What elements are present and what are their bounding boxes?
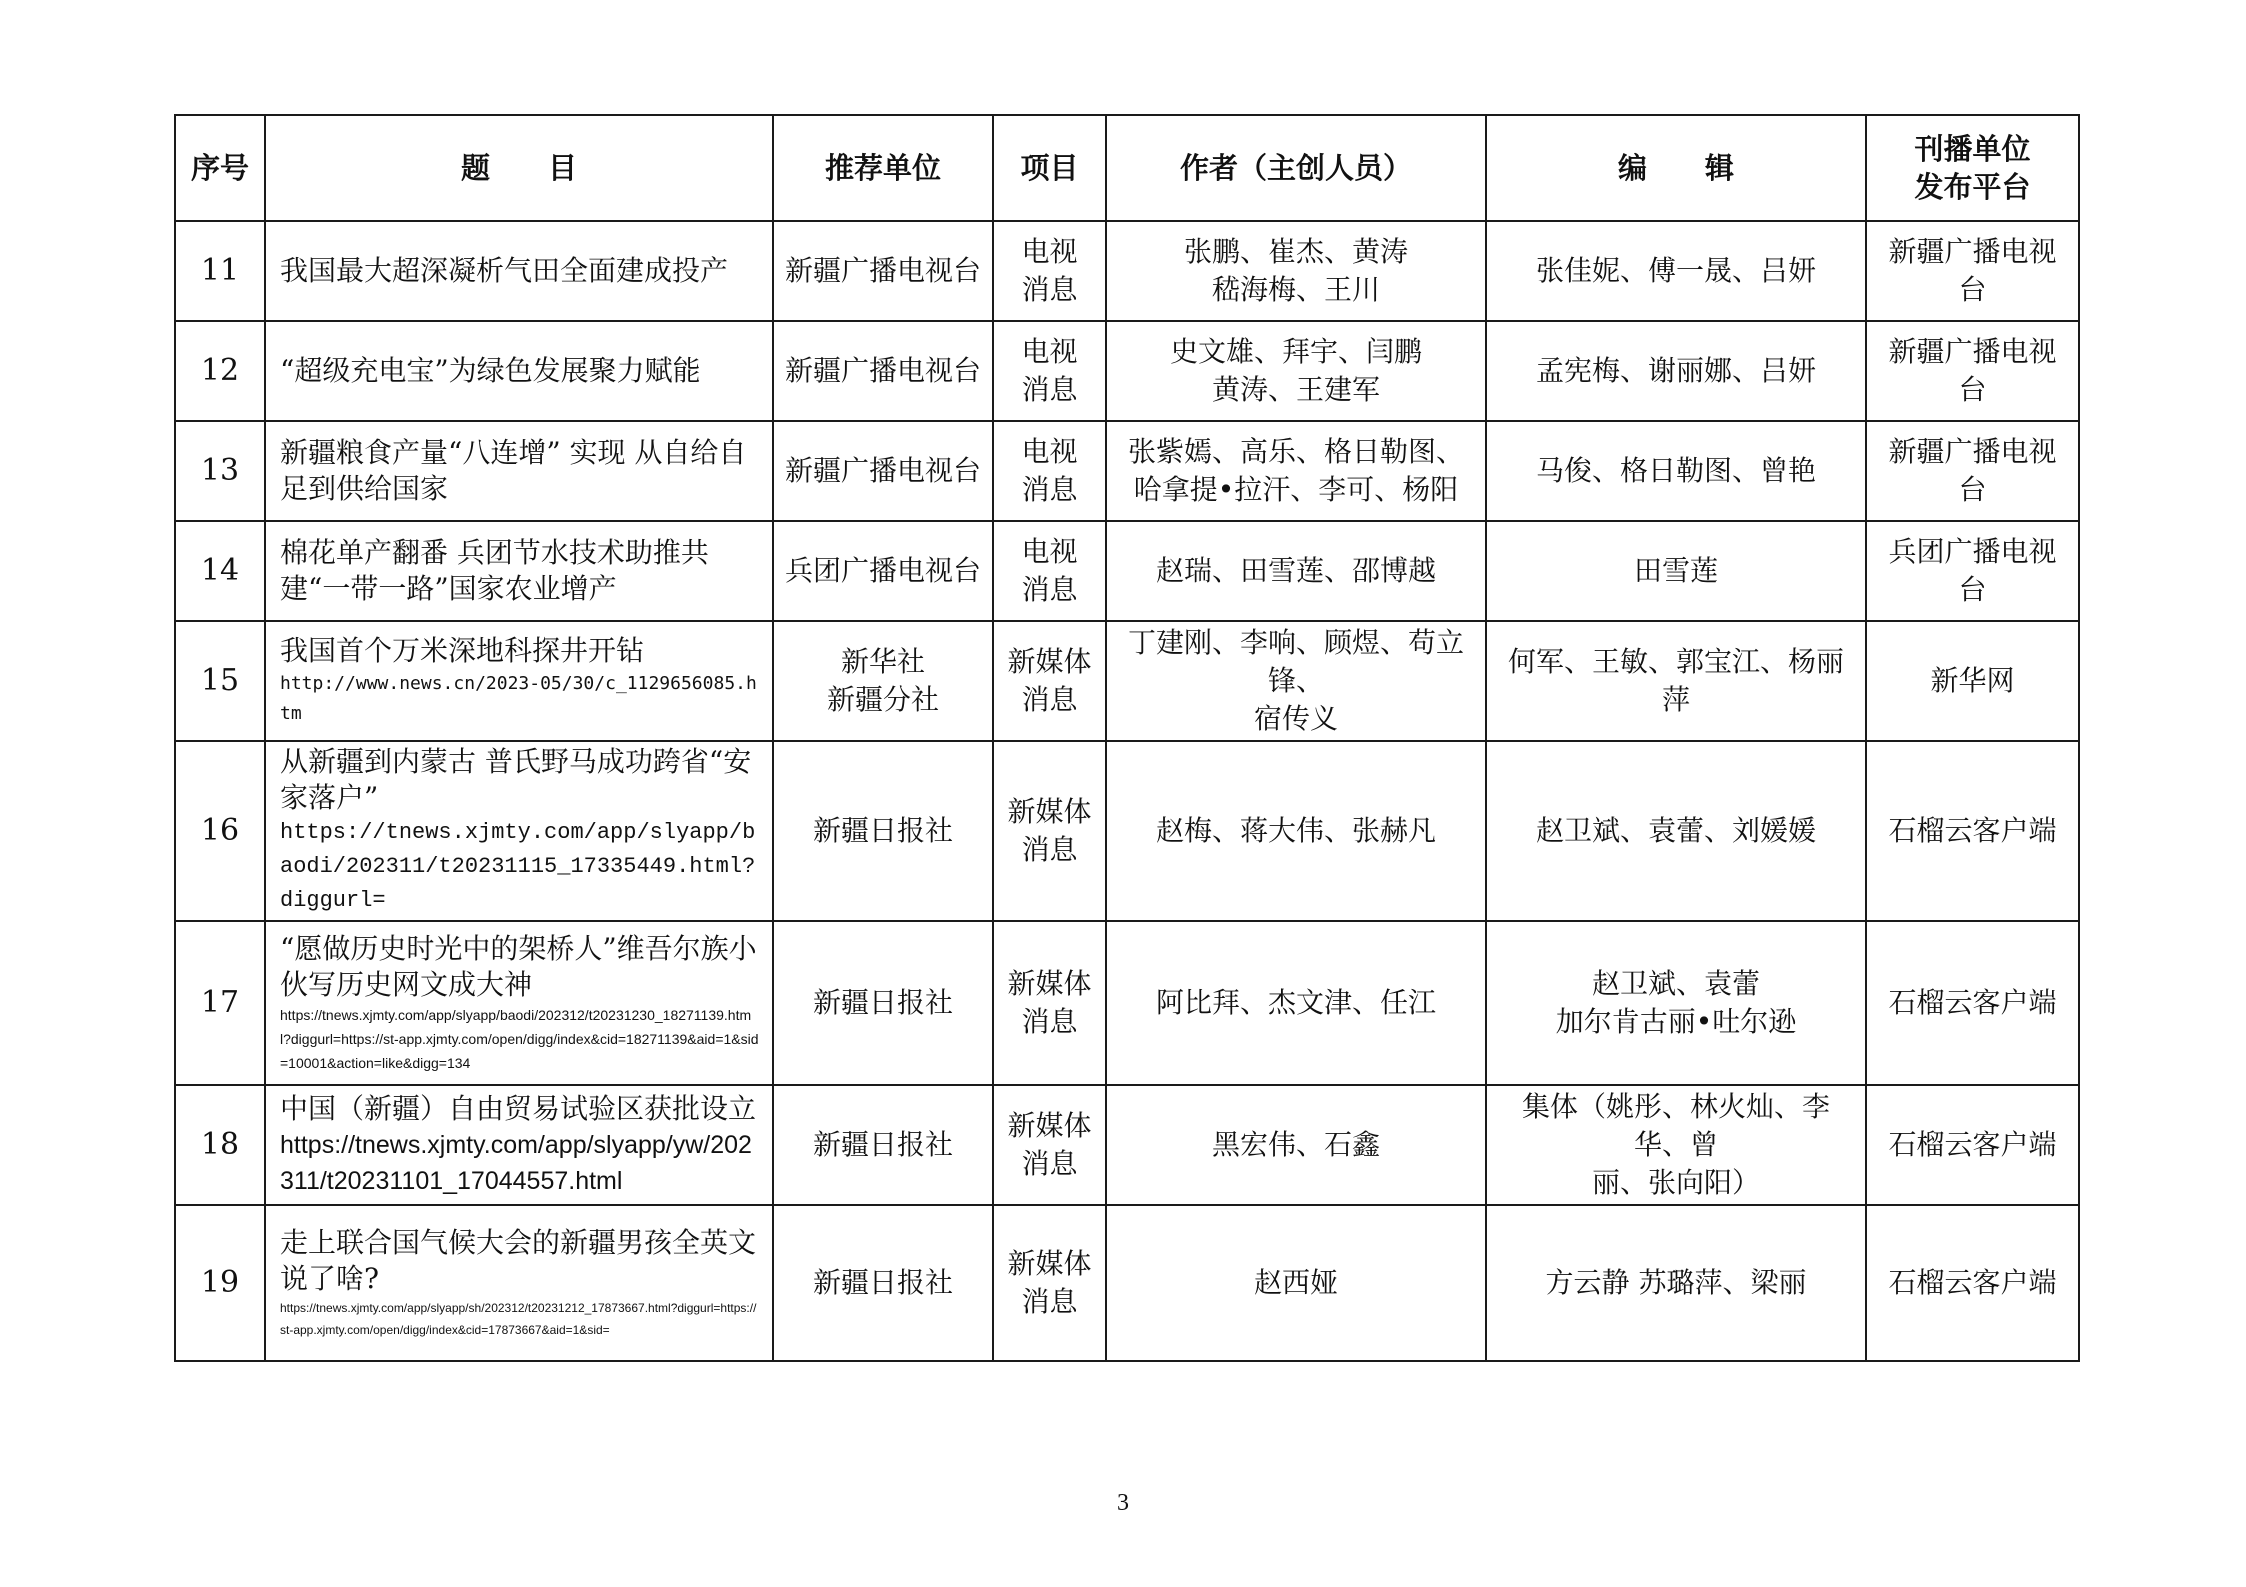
header-authors: 作者（主创人员）	[1106, 115, 1486, 221]
category-line: 新媒体	[1007, 1247, 1092, 1280]
authors-cell	[1106, 421, 1486, 521]
header-category: 项目	[993, 115, 1106, 221]
unit-cell	[773, 921, 993, 1085]
category-cell	[993, 421, 1106, 521]
editors-cell	[1486, 421, 1866, 521]
category-line: 消息	[1021, 573, 1078, 606]
table-row	[175, 521, 2079, 621]
article-url-link[interactable]: https://tnews.xjmty.com/app/slyapp/sh/202312/t20231212_17873667.html?diggurl=https://st-app.xjmty.com/open/digg/index&cid=17873667&aid=1&sid=	[280, 1301, 757, 1337]
title-cell	[265, 1205, 773, 1361]
table-row	[175, 221, 2079, 321]
unit-line: 新疆日报社	[812, 1266, 953, 1299]
platform-cell: 石榴云客户端	[1866, 741, 2079, 921]
table-body	[175, 221, 2079, 1361]
category-line: 消息	[1021, 833, 1078, 866]
platform-cell: 新疆广播电视台	[1866, 421, 2079, 521]
header-editors: 编 辑	[1486, 115, 1866, 221]
category-line: 消息	[1021, 273, 1078, 306]
editors-cell	[1486, 221, 1866, 321]
authors-line: 哈拿提•拉汗、李可、杨阳	[1133, 473, 1459, 506]
editors-cell	[1486, 1085, 1866, 1205]
header-title: 题 目	[265, 115, 773, 221]
unit-line: 新疆分社	[826, 683, 939, 716]
seq-cell: 16	[175, 741, 265, 921]
category-line: 电视	[1021, 235, 1078, 268]
authors-line: 史文雄、拜宇、闫鹏	[1169, 335, 1422, 368]
article-url-link[interactable]: https://tnews.xjmty.com/app/slyapp/baodi/202312/t20231230_18271139.html?diggurl=https://st-app.xjmty.com/open/digg/index&cid=18271139&aid=1&sid=10001&action=like&digg=134	[280, 1007, 759, 1071]
title-text: 新疆粮食产量“八连增” 实现 从自给自足到供给国家	[280, 436, 747, 505]
seq-cell: 14	[175, 521, 265, 621]
editors-line: 丽、张向阳）	[1591, 1166, 1760, 1199]
category-cell	[993, 621, 1106, 741]
authors-line: 阿比拜、杰文津、任江	[1155, 986, 1436, 1019]
editors-line: 何军、王敏、郭宝江、杨丽萍	[1507, 645, 1844, 716]
category-cell	[993, 1205, 1106, 1361]
editors-cell	[1486, 521, 1866, 621]
seq-cell: 12	[175, 321, 265, 421]
authors-line: 赵瑞、田雪莲、邵博越	[1155, 554, 1436, 587]
title-text: 中国（新疆）自由贸易试验区获批设立	[280, 1092, 757, 1125]
title-cell	[265, 741, 773, 921]
authors-line: 张紫嫣、高乐、格日勒图、	[1127, 435, 1464, 468]
table-row	[175, 321, 2079, 421]
title-cell	[265, 221, 773, 321]
category-line: 电视	[1021, 335, 1078, 368]
authors-cell	[1106, 1205, 1486, 1361]
authors-cell	[1106, 621, 1486, 741]
title-cell	[265, 921, 773, 1085]
title-text: “超级充电宝”为绿色发展聚力赋能	[280, 354, 701, 387]
category-cell	[993, 221, 1106, 321]
title-text: 我国最大超深凝析气田全面建成投产	[280, 254, 729, 287]
category-line: 消息	[1021, 373, 1078, 406]
table-row	[175, 1205, 2079, 1361]
category-line: 新媒体	[1007, 967, 1092, 1000]
platform-cell: 新华网	[1866, 621, 2079, 741]
unit-line: 新疆广播电视台	[784, 254, 981, 287]
unit-line: 新疆广播电视台	[784, 454, 981, 487]
editors-cell	[1486, 741, 1866, 921]
title-text: 棉花单产翻番 兵团节水技术助推共建“一带一路”国家农业增产	[280, 536, 709, 605]
category-line: 电视	[1021, 535, 1078, 568]
category-cell	[993, 921, 1106, 1085]
category-cell	[993, 741, 1106, 921]
category-cell	[993, 321, 1106, 421]
authors-line: 黑宏伟、石鑫	[1211, 1128, 1380, 1161]
editors-line: 集体（姚彤、林火灿、李华、曾	[1521, 1090, 1830, 1161]
seq-cell: 11	[175, 221, 265, 321]
platform-cell: 新疆广播电视台	[1866, 321, 2079, 421]
header-platform-line1: 刊播单位	[1914, 132, 2031, 166]
title-cell	[265, 321, 773, 421]
unit-cell	[773, 1085, 993, 1205]
header-unit: 推荐单位	[773, 115, 993, 221]
unit-line: 新疆广播电视台	[784, 354, 981, 387]
unit-line: 新华社	[840, 645, 925, 678]
unit-cell	[773, 421, 993, 521]
authors-line: 赵西娅	[1253, 1266, 1338, 1299]
authors-cell	[1106, 921, 1486, 1085]
header-platform-line2: 发布平台	[1914, 170, 2031, 204]
unit-cell	[773, 621, 993, 741]
title-cell	[265, 1085, 773, 1205]
table-row	[175, 421, 2079, 521]
unit-cell	[773, 321, 993, 421]
category-line: 消息	[1021, 473, 1078, 506]
unit-cell	[773, 741, 993, 921]
authors-line: 嵇海梅、王川	[1211, 273, 1380, 306]
authors-line: 赵梅、蒋大伟、张赫凡	[1155, 814, 1436, 847]
category-line: 消息	[1021, 1147, 1078, 1180]
platform-cell: 石榴云客户端	[1866, 1085, 2079, 1205]
editors-cell	[1486, 321, 1866, 421]
table-row	[175, 921, 2079, 1085]
unit-cell	[773, 521, 993, 621]
authors-cell	[1106, 221, 1486, 321]
header-seq: 序号	[175, 115, 265, 221]
editors-cell	[1486, 1205, 1866, 1361]
authors-cell	[1106, 741, 1486, 921]
category-line: 新媒体	[1007, 645, 1092, 678]
authors-line: 黄涛、王建军	[1211, 373, 1380, 406]
unit-cell	[773, 1205, 993, 1361]
unit-line: 新疆日报社	[812, 1128, 953, 1161]
article-url-link[interactable]: https://tnews.xjmty.com/app/slyapp/baodi/202311/t20231115_17335449.html?diggurl=	[280, 820, 756, 913]
table-header-row	[175, 115, 2079, 221]
article-url-link[interactable]: https://tnews.xjmty.com/app/slyapp/yw/202311/t20231101_17044557.html	[280, 1131, 752, 1195]
authors-line: 丁建刚、李响、顾煜、苟立锋、	[1127, 626, 1464, 697]
page-number: 3	[1117, 1490, 1129, 1516]
category-line: 消息	[1021, 1285, 1078, 1318]
category-line: 消息	[1021, 683, 1078, 716]
category-line: 消息	[1021, 1005, 1078, 1038]
editors-line: 张佳妮、傅一晟、吕妍	[1535, 254, 1816, 287]
title-cell	[265, 621, 773, 741]
editors-line: 方云静 苏璐萍、梁丽	[1545, 1266, 1807, 1299]
title-text: 从新疆到内蒙古 普氏野马成功跨省“安家落户”	[280, 745, 752, 814]
platform-cell: 新疆广播电视台	[1866, 221, 2079, 321]
authors-cell	[1106, 521, 1486, 621]
category-line: 新媒体	[1007, 1109, 1092, 1142]
editors-line: 加尔肯古丽•吐尔逊	[1555, 1005, 1797, 1038]
article-url-link[interactable]: http://www.news.cn/2023-05/30/c_1129656085.htm	[280, 673, 757, 724]
editors-line: 赵卫斌、袁蕾、刘媛媛	[1535, 814, 1816, 847]
authors-cell	[1106, 1085, 1486, 1205]
seq-cell: 19	[175, 1205, 265, 1361]
table-row	[175, 621, 2079, 741]
seq-cell: 18	[175, 1085, 265, 1205]
category-cell	[993, 521, 1106, 621]
category-line: 电视	[1021, 435, 1078, 468]
header-platform	[1866, 115, 2079, 221]
category-line: 新媒体	[1007, 795, 1092, 828]
platform-cell: 石榴云客户端	[1866, 1205, 2079, 1361]
editors-cell	[1486, 621, 1866, 741]
category-cell	[993, 1085, 1106, 1205]
seq-cell: 17	[175, 921, 265, 1085]
seq-cell: 15	[175, 621, 265, 741]
awards-table	[174, 114, 2080, 1362]
authors-line: 宿传义	[1253, 702, 1338, 735]
table-row	[175, 1085, 2079, 1205]
title-cell	[265, 421, 773, 521]
editors-cell	[1486, 921, 1866, 1085]
platform-cell: 兵团广播电视台	[1866, 521, 2079, 621]
title-cell	[265, 521, 773, 621]
editors-line: 田雪莲	[1633, 554, 1718, 587]
authors-cell	[1106, 321, 1486, 421]
unit-line: 新疆日报社	[812, 814, 953, 847]
platform-cell: 石榴云客户端	[1866, 921, 2079, 1085]
title-text: 我国首个万米深地科探井开钻	[280, 634, 645, 667]
editors-line: 孟宪梅、谢丽娜、吕妍	[1535, 354, 1816, 387]
table-row	[175, 741, 2079, 921]
seq-cell: 13	[175, 421, 265, 521]
unit-cell	[773, 221, 993, 321]
editors-line: 马俊、格日勒图、曾艳	[1535, 454, 1816, 487]
authors-line: 张鹏、崔杰、黄涛	[1183, 235, 1408, 268]
title-text: 走上联合国气候大会的新疆男孩全英文说了啥?	[280, 1226, 757, 1295]
title-text: “愿做历史时光中的架桥人”维吾尔族小伙写历史网文成大神	[280, 932, 757, 1001]
unit-line: 兵团广播电视台	[784, 554, 981, 587]
unit-line: 新疆日报社	[812, 986, 953, 1019]
editors-line: 赵卫斌、袁蕾	[1591, 967, 1760, 1000]
